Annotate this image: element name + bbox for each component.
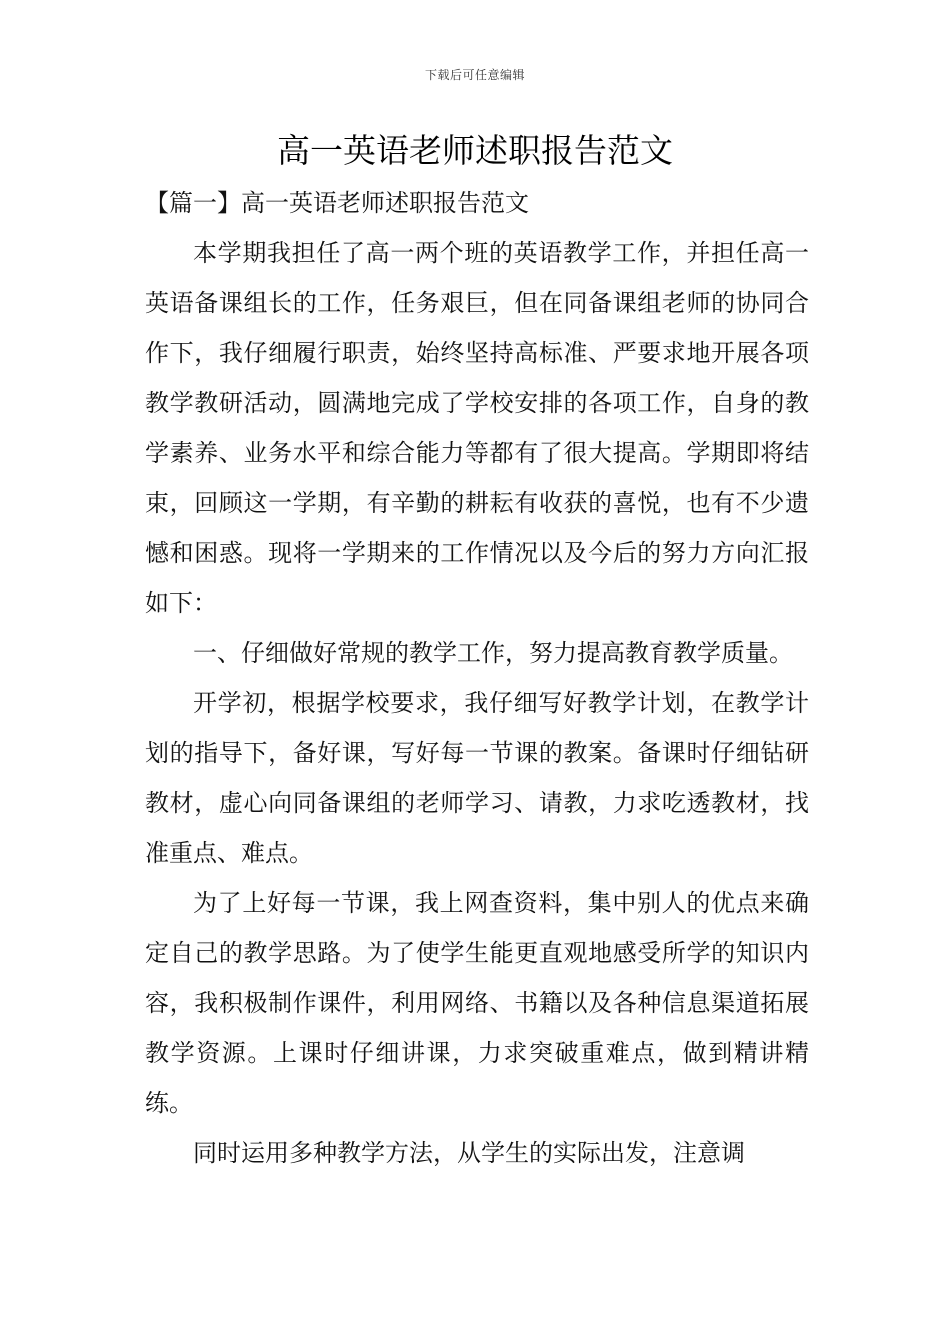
paragraph-intro: 本学期我担任了高一两个班的英语教学工作，并担任高一英语备课组长的工作，任务艰巨，但在同备课组老师的协同合作下，我仔细履行职责，始终坚持高标准、严要求地开展各项教学教研活动，圆满地完成了学校安排的各项工作，自身的教学素养、业务水平和综合能力等都有了很大提高。学期即将结束，回顾这一学期，有辛勤的耕耘有收获的喜悦，也有不少遗憾和困惑。现将一学期来的工作情况以及今后的努力方向汇报如下： [145, 239, 809, 617]
header-note: 下载后可任意编辑 [424, 68, 525, 82]
paragraph-lesson-planning: 开学初，根据学校要求，我仔细写好教学计划，在教学计划的指导下，备好课，写好每一节课的教案。备课时仔细钻研教材，虚心向同备课组的老师学习、请教，力求吃透教材，找准重点、难点。 [145, 689, 809, 867]
paragraph-point-one: 一、仔细做好常规的教学工作，努力提高教育教学质量。 [193, 639, 793, 667]
paragraph-lesson-preparation: 为了上好每一节课，我上网查资料，集中别人的优点来确定自己的教学思路。为了使学生能更直观地感受所学的知识内容，我积极制作课件，利用网络、书籍以及各种信息渠道拓展教学资源。上课时仔细讲课，力求突破重难点，做到精讲精练。 [145, 889, 809, 1117]
section-heading: 【篇一】高一英语老师述职报告范文 [145, 189, 529, 217]
document-body [145, 178, 809, 1178]
document-title: 高一英语老师述职报告范文 [277, 131, 673, 170]
paragraph-teaching-methods: 同时运用多种教学方法，从学生的实际出发，注意调 [193, 1139, 745, 1167]
